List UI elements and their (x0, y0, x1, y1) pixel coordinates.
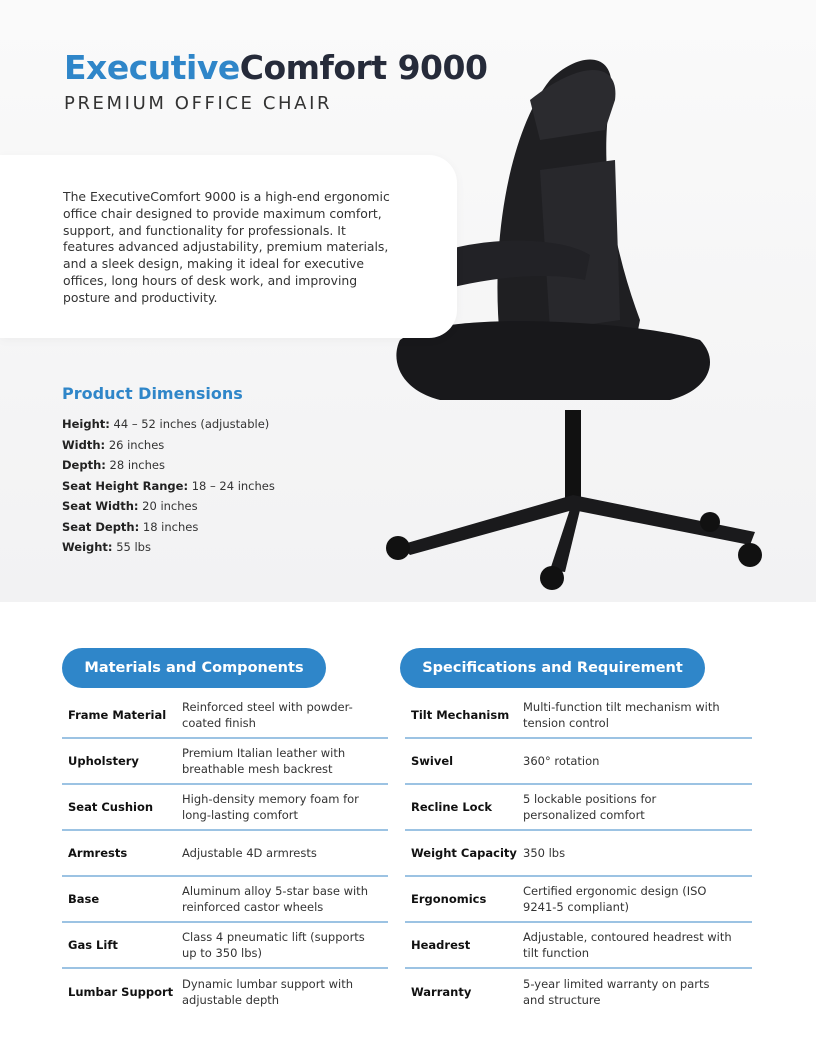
title-model: Comfort 9000 (239, 48, 488, 87)
row-value: Reinforced steel with powder-coated finish (182, 692, 388, 738)
row-value: Adjustable 4D armrests (182, 830, 388, 876)
dimension-value: 44 – 52 inches (adjustable) (113, 417, 270, 431)
row-label: Headrest (405, 922, 523, 968)
dimension-label: Seat Width: (62, 499, 139, 513)
table-row (62, 968, 388, 1014)
row-value: Multi-function tilt mechanism with tension control (523, 692, 752, 738)
row-label: Weight Capacity (405, 830, 523, 876)
row-label: Frame Material (62, 692, 182, 738)
table-row (405, 876, 752, 922)
dimensions-list (62, 414, 275, 558)
page-subtitle: PREMIUM OFFICE CHAIR (64, 93, 333, 114)
table-row (405, 830, 752, 876)
dimension-item (62, 414, 275, 435)
page-title (64, 48, 487, 87)
dimension-item (62, 476, 275, 497)
row-value: 5-year limited warranty on parts and structure (523, 976, 710, 1007)
row-value: High-density memory foam for long-lasting comfort (182, 784, 388, 830)
specs-heading: Specifications and Requirement (400, 648, 705, 688)
dimension-value: 55 lbs (116, 540, 151, 554)
table-row (62, 876, 388, 922)
dimension-value: 18 – 24 inches (191, 478, 275, 493)
table-row (405, 968, 752, 1014)
dimension-value: 28 inches (109, 458, 165, 472)
title-brand: Executive (64, 48, 240, 87)
row-label: Gas Lift (62, 922, 182, 968)
dimension-label: Height: (62, 417, 110, 431)
dimension-label: Depth: (62, 458, 106, 472)
table-row (405, 922, 752, 968)
materials-heading: Materials and Components (62, 648, 326, 688)
row-label: Recline Lock (405, 784, 523, 830)
dimension-label: Seat Depth: (62, 519, 140, 534)
row-value: Dynamic lumbar support with adjustable depth (182, 976, 353, 1007)
product-description: The ExecutiveComfort 9000 is a high-end ergonomic office chair designed to provide maximum comfort, support, and functionality for professionals. It features advanced adjustability, premium materials, and a sleek design, making it ideal for executive offices, long hours of desk work, and improving posture and productivity. (63, 189, 390, 305)
dimension-value: 26 inches (108, 437, 165, 452)
row-label: Seat Cushion (62, 784, 182, 830)
row-label: Upholstery (62, 738, 182, 784)
row-value: 5 lockable positions for personalized comfort (523, 784, 752, 830)
dimension-item (62, 455, 275, 476)
materials-table (62, 692, 388, 1014)
row-value: 350 lbs (523, 830, 752, 876)
dimension-label: Weight: (62, 540, 113, 554)
specs-table (405, 692, 752, 1014)
table-row (62, 738, 388, 784)
row-value: Certified ergonomic design (ISO 9241-5 compliant) (523, 876, 752, 922)
table-row (62, 784, 388, 830)
dimension-item (62, 517, 275, 538)
row-value: 360° rotation (523, 738, 752, 784)
table-row (62, 830, 388, 876)
dimension-item (62, 537, 275, 558)
dimension-item (62, 435, 275, 456)
table-row (62, 922, 388, 968)
row-label: Tilt Mechanism (405, 692, 523, 738)
row-label: Base (62, 876, 182, 922)
row-label: Armrests (62, 830, 182, 876)
table-row (405, 784, 752, 830)
row-label: Swivel (405, 738, 523, 784)
row-value: Premium Italian leather with breathable mesh backrest (182, 738, 388, 784)
row-value: Aluminum alloy 5-star base with reinforced castor wheels (182, 876, 388, 922)
row-value: Class 4 pneumatic lift (supports up to 350 lbs) (182, 922, 388, 968)
dimension-value: 18 inches (142, 519, 199, 534)
table-row (405, 692, 752, 738)
row-value: Adjustable, contoured headrest with tilt function (523, 922, 752, 968)
row-label: Lumbar Support (68, 984, 174, 999)
dimension-label: Seat Height Range: (62, 478, 189, 493)
row-label: Ergonomics (405, 876, 523, 922)
dimension-value: 20 inches (142, 499, 198, 513)
dimension-item (62, 496, 275, 517)
dimensions-heading: Product Dimensions (62, 384, 243, 403)
table-row (62, 692, 388, 738)
row-label: Warranty (411, 984, 472, 999)
table-row (405, 738, 752, 784)
dimension-label: Width: (62, 437, 106, 452)
